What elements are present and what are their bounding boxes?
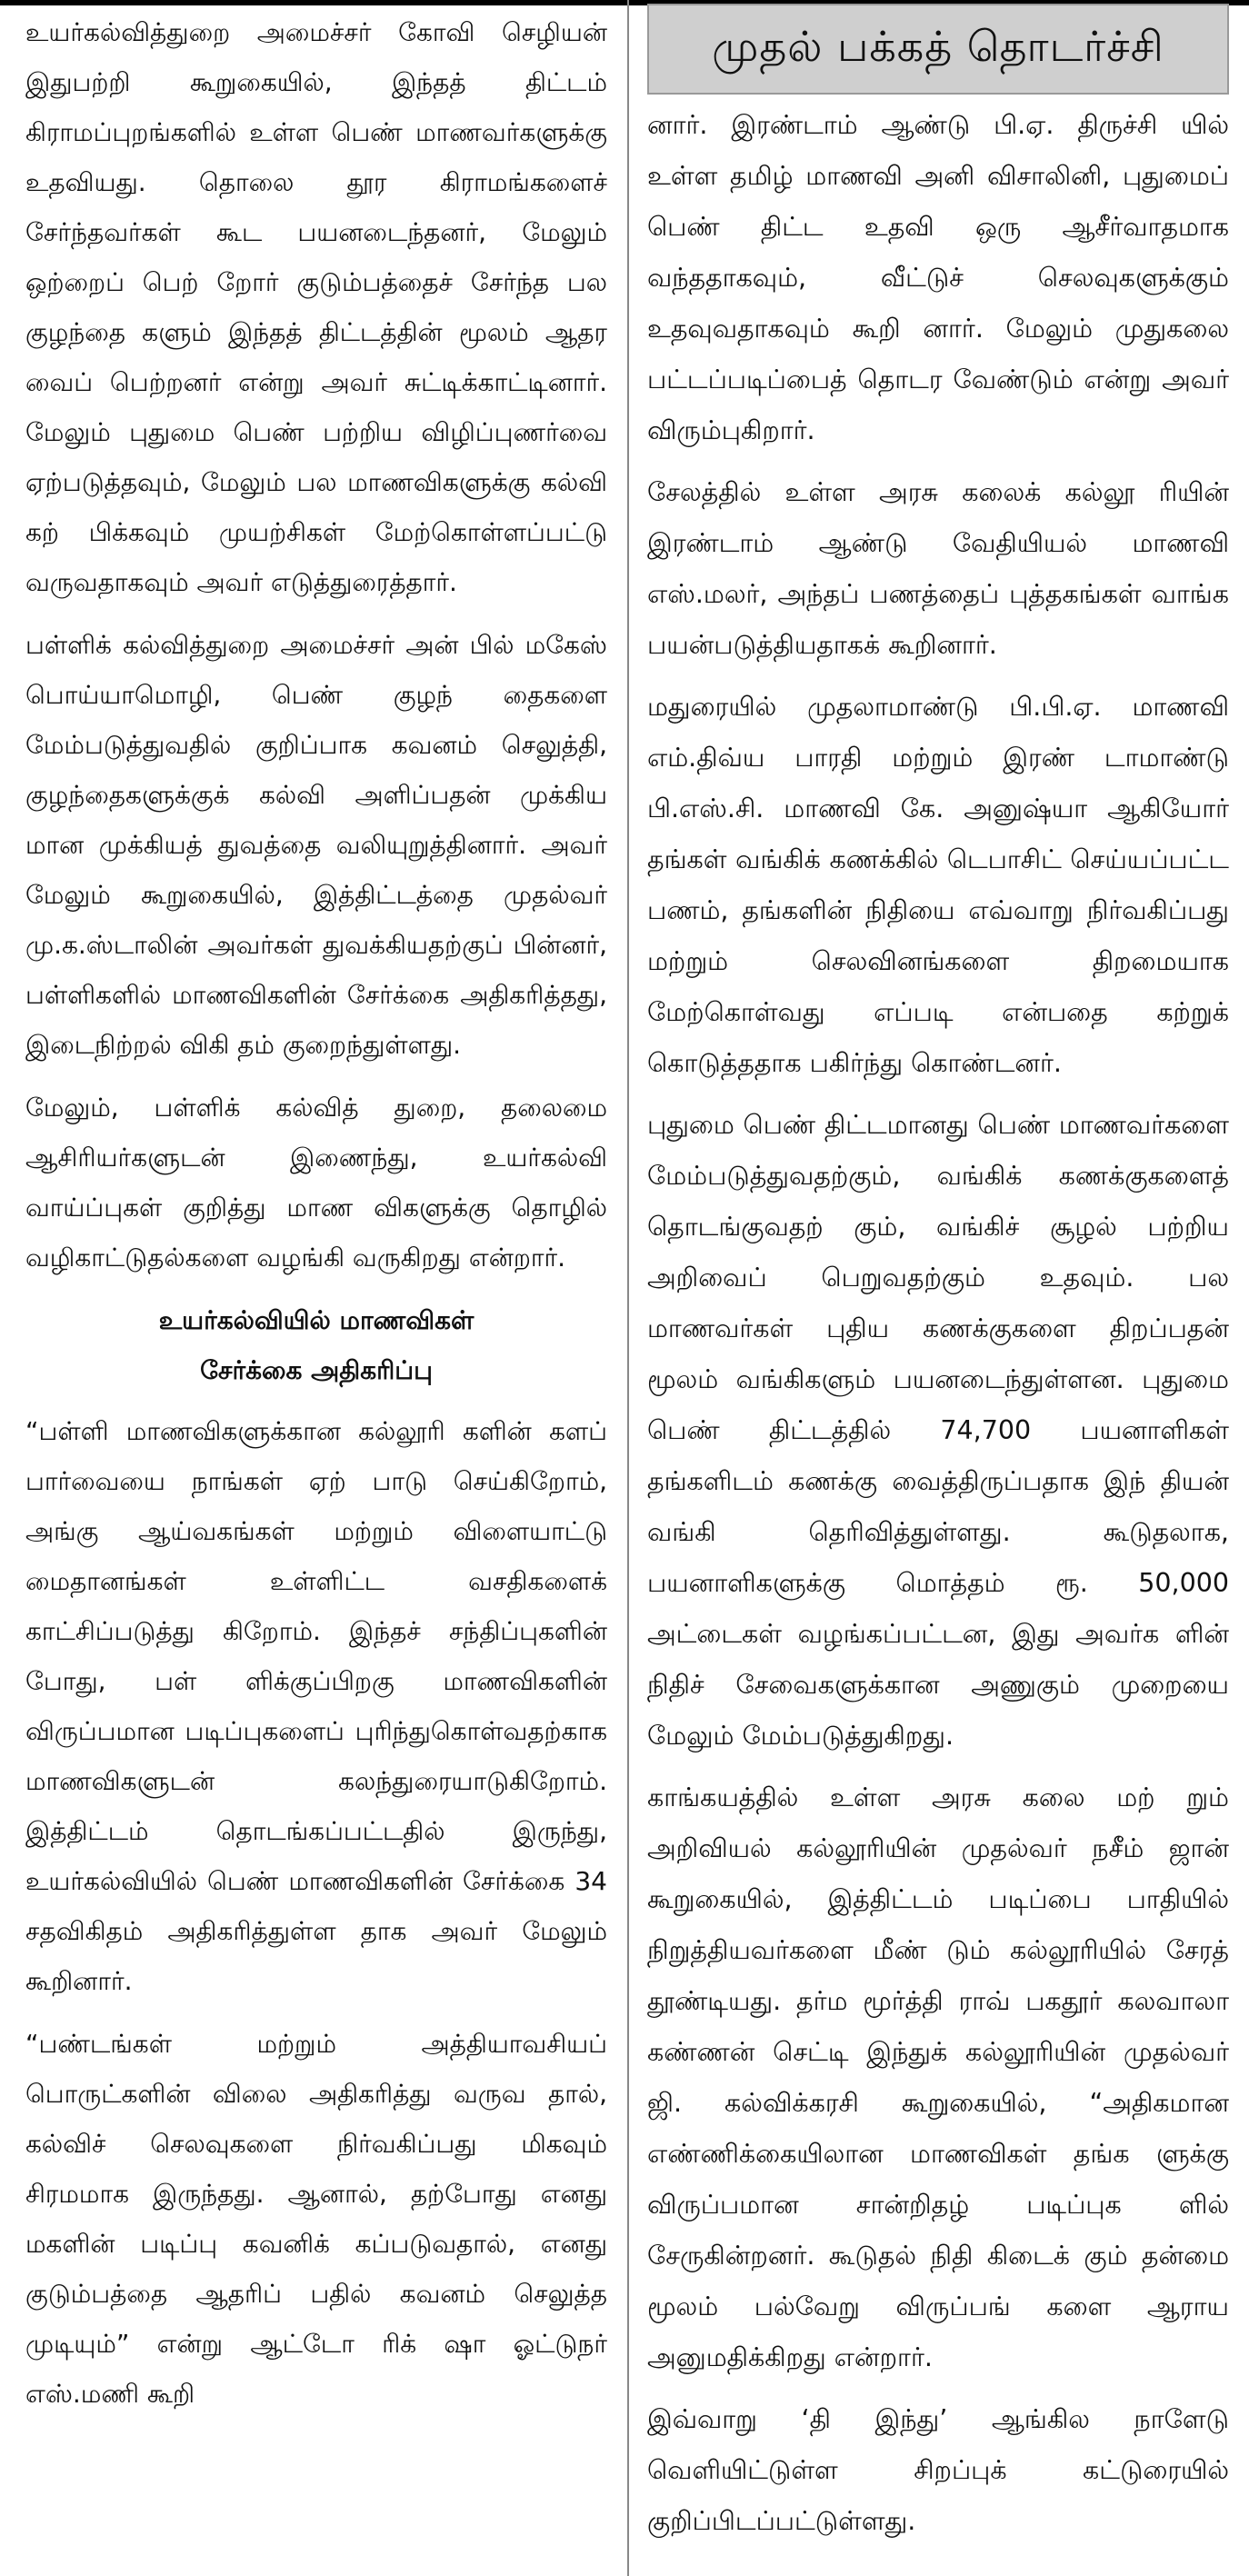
right-paragraph-2: சேலத்தில் உள்ள அரசு கலைக் கல்லூ ரியின் இரண்டாம் ஆண்டு வேதியியல் மாணவி எஸ்.மலர், அந்தப் பணத்தைப் புத்தகங்கள் வாங்க பயன்படுத்தியதாகக் கூறினார். [647, 477, 1229, 660]
right-column [647, 0, 1229, 2558]
subheading-line-1: உயர்கல்வியில் மாணவிகள் [158, 1305, 475, 1335]
right-paragraph-3: மதுரையில் முதலாமாண்டு பி.பி.ஏ. மாணவி எம்.திவ்ய பாரதி மற்றும் இரண் டாமாண்டு பி.எஸ்.சி. மாணவி கே. அனுஷ்யா ஆகியோர் தங்கள் வங்கிக் கணக்கில் டெபாசிட் செய்யப்பட்ட பணம், தங்களின் நிதியை எவ்வாறு நிர்வகிப்பது மற்றும் செலவினங்களை திறமையாக மேற்கொள்வது எப்படி என்பதை கற்றுக் கொடுத்ததாக பகிர்ந்து கொண்டனர். [647, 692, 1229, 1078]
column-divider [627, 0, 629, 2576]
left-paragraph-5: “பண்டங்கள் மற்றும் அத்தியாவசியப் பொருட்களின் விலை அதிகரித்து வருவ தால், கல்விச் செலவுகளை நிர்வகிப்பது மிகவும் சிரமமாக இருந்தது. ஆனால், தற்போது எனது மகளின் படிப்பு கவனிக் கப்படுவதால், எனது குடும்பத்தை ஆதரிப் பதில் கவனம் செலுத்த முடியும்” என்று ஆட்டோ ரிக் ஷா ஓட்டுநர் எஸ்.மணி கூறி [25, 2029, 607, 2409]
left-paragraph-2: பள்ளிக் கல்வித்துறை அமைச்சர் அன் பில் மகேஸ் பொய்யாமொழி, பெண் குழந் தைகளை மேம்படுத்துவதில் குறிப்பாக கவனம் செலுத்தி, குழந்தைகளுக்குக் கல்வி அளிப்பதன் முக்கிய மான முக்கியத் துவத்தை வலியுறுத்தினார். அவர் மேலும் கூறுகையில், இத்திட்டத்தை முதல்வர் மு.க.ஸ்டாலின் அவர்கள் துவக்கியதற்குப் பின்னர், பள்ளிகளில் மாணவிகளின் சேர்க்கை அதிகரித்தது, இடைநிற்றல் விகி தம் குறைந்துள்ளது. [25, 630, 607, 1060]
left-column [25, 0, 607, 2431]
left-paragraph-4: “பள்ளி மாணவிகளுக்கான கல்லூரி களின் களப் பார்வையை நாங்கள் ஏற் பாடு செய்கிறோம், அங்கு ஆய்வகங்கள் மற்றும் விளையாட்டு மைதானங்கள் உள்ளிட்ட வசதிகளைக் காட்சிப்படுத்து கிறோம். இந்தச் சந்திப்புகளின் போது, பள் ளிக்குப்பிறகு மாணவிகளின் விருப்பமான படிப்புகளைப் புரிந்துகொள்வதற்காக மாணவிகளுடன் கலந்துரையாடுகிறோம். இத்திட்டம் தொடங்கப்பட்டதில் இருந்து, உயர்கல்வியில் பெண் மாணவிகளின் சேர்க்கை 34 சதவிகிதம் அதிகரித்துள்ள தாக அவர் மேலும் கூறினார். [25, 1416, 607, 1996]
banner-title: முதல் பக்கத் தொடர்ச்சி [712, 21, 1164, 71]
right-paragraph-1: னார். இரண்டாம் ஆண்டு பி.ஏ. திருச்சி யில் உள்ள தமிழ் மாணவி அனி விசாலினி, புதுமைப் பெண் திட்ட உதவி ஒரு ஆசீர்வாதமாக வந்ததாகவும், வீட்டுச் செலவுகளுக்கும் உதவுவதாகவும் கூறி னார். மேலும் முதுகலை பட்டப்படிப்பைத் தொடர வேண்டும் என்று அவர் விரும்புகிறார். [647, 110, 1229, 445]
subheading-line-2: சேர்க்கை அதிகரிப்பு [200, 1355, 433, 1385]
right-paragraph-4: புதுமை பெண் திட்டமானது பெண் மாணவர்களை மேம்படுத்துவதற்கும், வங்கிக் கணக்குகளைத் தொடங்குவதற் கும், வங்கிச் சூழல் பற்றிய அறிவைப் பெறுவதற்கும் உதவும். பல மாணவர்கள் புதிய கணக்குகளை திறப்பதன் மூலம் வங்கிகளும் பயனடைந்துள்ளன. புதுமை பெண் திட்டத்தில் 74,700 பயனாளிகள் தங்களிடம் கணக்கு வைத்திருப்பதாக இந் தியன் வங்கி தெரிவித்துள்ளது. கூடுதலாக, பயனாளிகளுக்கு மொத்தம் ரூ. 50,000 அட்டைகள் வழங்கப்பட்டன, இது அவர்க ளின் நிதிச் சேவைகளுக்கான அணுகும் முறையை மேலும் மேம்படுத்துகிறது. [647, 1110, 1229, 1751]
subheading [25, 1295, 607, 1395]
continuation-banner [647, 4, 1229, 95]
right-paragraph-6: இவ்வாறு ‘தி இந்து’ ஆங்கில நாளேடு வெளியிட்டுள்ள சிறப்புக் கட்டுரையில் குறிப்பிடப்பட்டுள்ளது. [647, 2404, 1229, 2536]
left-paragraph-3: மேலும், பள்ளிக் கல்வித் துறை, தலைமை ஆசிரியர்களுடன் இணைந்து, உயர்கல்வி வாய்ப்புகள் குறித்து மாண விகளுக்கு தொழில் வழிகாட்டுதல்களை வழங்கி வருகிறது என்றார். [25, 1093, 607, 1273]
right-paragraph-5: காங்கயத்தில் உள்ள அரசு கலை மற் றும் அறிவியல் கல்லூரியின் முதல்வர் நசீம் ஜான் கூறுகையில், இத்திட்டம் படிப்பை பாதியில் நிறுத்தியவர்களை மீண் டும் கல்லூரியில் சேரத் தூண்டியது. தர்ம மூர்த்தி ராவ் பகதூர் கலவாலா கண்ணன் செட்டி இந்துக் கல்லூரியின் முதல்வர் ஜி. கல்விக்கரசி கூறுகையில், “அதிகமான எண்ணிக்கையிலான மாணவிகள் தங்க ளுக்கு விருப்பமான சான்றிதழ் படிப்புக ளில் சேருகின்றனர். கூடுதல் நிதி கிடைக் கும் தன்மை மூலம் பல்வேறு விருப்பங் களை ஆராய அனுமதிக்கிறது என்றார். [647, 1782, 1229, 2372]
left-paragraph-1: உயர்கல்வித்துறை அமைச்சர் கோவி செழியன் இதுபற்றி கூறுகையில், இந்தத் திட்டம் கிராமப்புறங்களில் உள்ள பெண் மாணவர்களுக்கு உதவியது. தொலை தூர கிராமங்களைச் சேர்ந்தவர்கள் கூட பயனடைந்தனர், மேலும் ஒற்றைப் பெற் றோர் குடும்பத்தைச் சேர்ந்த பல குழந்தை களும் இந்தத் திட்டத்தின் மூலம் ஆதர வைப் பெற்றனர் என்று அவர் சுட்டிக்காட்டினார். மேலும் புதுமை பெண் பற்றிய விழிப்புணர்வை ஏற்படுத்தவும், மேலும் பல மாணவிகளுக்கு கல்வி கற் பிக்கவும் முயற்சிகள் மேற்கொள்ளப்பட்டு வருவதாகவும் அவர் எடுத்துரைத்தார். [25, 17, 607, 597]
